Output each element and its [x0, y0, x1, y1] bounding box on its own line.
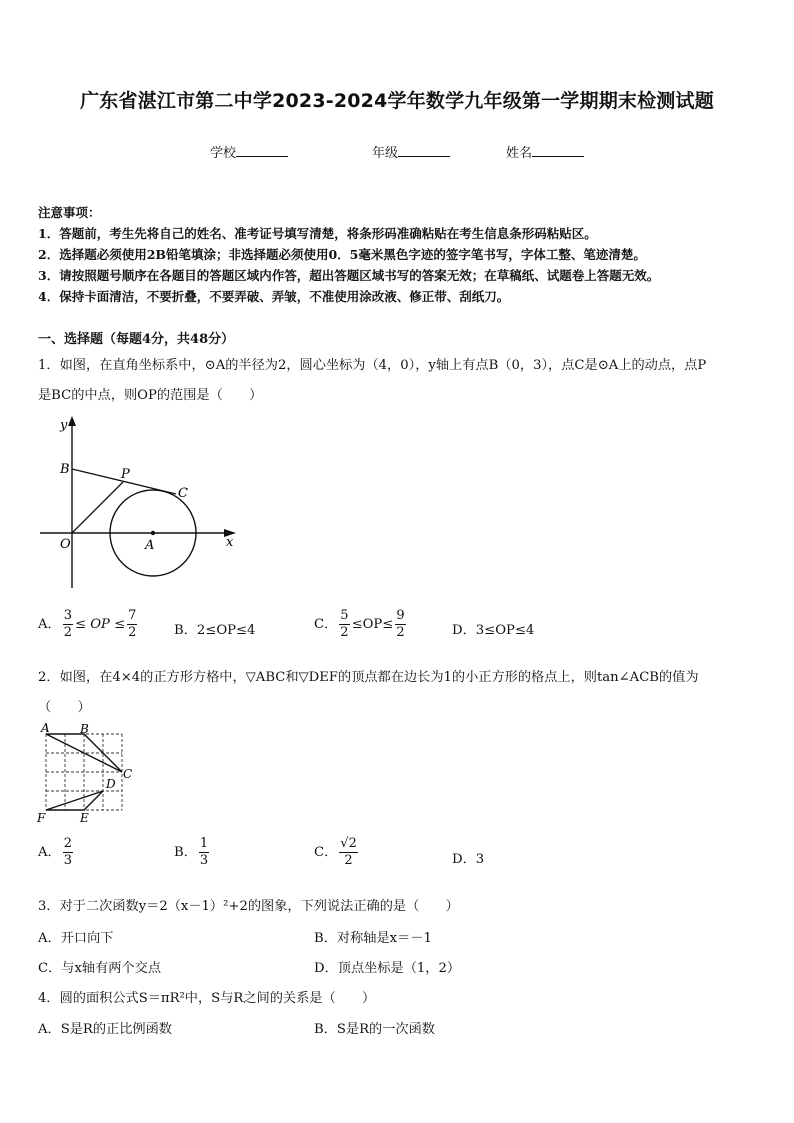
triangle-def [46, 791, 103, 810]
q1-option-b: B．2≤OP≤4 [174, 623, 256, 638]
name-blank [532, 144, 584, 157]
q2-stem-line2: （ ） [38, 700, 91, 715]
label-c: C [178, 486, 188, 501]
q1-option-c [314, 608, 408, 641]
numerator: 5 [340, 608, 349, 623]
grade-field [372, 142, 450, 161]
q3-option-b: B．对称轴是x＝－1 [314, 931, 432, 946]
q1-option-a-prefix: A． [38, 617, 61, 632]
q2-option-a-prefix: A． [38, 845, 61, 860]
q4-stem: 4．圆的面积公式S＝πR²中，S与R之间的关系是（ ） [38, 991, 376, 1006]
fraction [395, 608, 405, 641]
note-item-4: 4．保持卡面清洁，不要折叠，不要弄破、弄皱，不准使用涂改液、修正带、刮纸刀。 [38, 289, 510, 304]
denominator: 2 [63, 625, 72, 640]
dashed-grid [46, 734, 122, 810]
q2-option-b-prefix: B． [174, 845, 197, 860]
denominator: 2 [128, 625, 137, 640]
notes-heading: 注意事项： [38, 205, 101, 220]
note-item-2: 2．选择题必须使用2B铅笔填涂；非选择题必须使用0．5毫米黑色字迹的签字笔书写，字体工整、笔迹清楚。 [38, 247, 646, 262]
center-a-dot [151, 531, 155, 535]
q1-option-a-relation: ≤ OP ≤ [75, 617, 126, 632]
label-b: B [80, 722, 89, 736]
label-c: C [123, 767, 133, 781]
label-f: F [37, 811, 46, 825]
q1-option-a [38, 608, 139, 641]
q2-figure [34, 720, 144, 826]
q1-option-d: D．3≤OP≤4 [452, 623, 535, 638]
fraction [63, 836, 73, 869]
label-d: D [106, 777, 116, 791]
segment-op [72, 482, 123, 533]
q3-stem: 3．对于二次函数y＝2（x－1）²+2的图象，下列说法正确的是（ ） [38, 899, 459, 914]
y-axis-arrow [68, 416, 76, 426]
section-title: 一、选择题（每题4分，共48分） [38, 332, 235, 347]
grade-label: 年级 [372, 146, 399, 161]
label-o: O [60, 537, 71, 552]
page-title: 广东省湛江市第二中学2023-2024学年数学九年级第一学期期末检测试题 [80, 90, 714, 112]
numerator: 1 [199, 836, 209, 851]
q1-stem-line1: 1．如图，在直角坐标系中，⊙A的半径为2，圆心坐标为（4，0），y轴上有点B（0，3），点C是⊙A上的动点，点P [38, 358, 707, 373]
q1-figure [36, 412, 246, 592]
label-y: y [60, 418, 68, 433]
note-item-1: 1．答题前，考生先将自己的姓名、准考证号填写清楚，将条形码准确粘贴在考生信息条形码粘贴区。 [38, 226, 597, 241]
numerator: 3 [63, 608, 72, 623]
q2-option-c [314, 836, 360, 869]
label-x: x [226, 535, 234, 550]
numerator: √2 [340, 836, 357, 851]
school-field [210, 142, 288, 161]
q1-stem-line2: 是BC的中点，则OP的范围是（ ） [38, 388, 263, 403]
numerator: 9 [396, 608, 405, 623]
numerator: 7 [128, 608, 137, 623]
fraction [339, 608, 349, 641]
name-field [506, 142, 584, 161]
fraction [199, 836, 209, 869]
q2-option-d: D．3 [452, 852, 485, 867]
q4-option-b: B．S是R的一次函数 [314, 1022, 435, 1037]
q1-option-c-relation: ≤OP≤ [351, 617, 394, 632]
note-item-3: 3．请按照题号顺序在各题目的答题区域内作答，超出答题区域书写的答案无效；在草稿纸、试题卷上答题无效。 [38, 268, 660, 283]
denominator: 3 [63, 853, 72, 868]
denominator: 2 [340, 625, 349, 640]
q2-option-b [174, 836, 211, 869]
numerator: 2 [63, 836, 72, 851]
q2-option-c-prefix: C． [314, 845, 338, 860]
q2-option-a [38, 836, 75, 869]
label-p: P [121, 467, 130, 482]
denominator: 2 [396, 625, 405, 640]
denominator: 3 [199, 853, 209, 868]
q3-option-a: A．开口向下 [38, 931, 114, 946]
grade-blank [398, 144, 450, 157]
label-a: A [145, 538, 155, 553]
q3-option-c: C．与x轴有两个交点 [38, 961, 162, 976]
q3-option-d: D．顶点坐标是（1，2） [314, 961, 461, 976]
denominator: 2 [344, 853, 353, 868]
school-label: 学校 [210, 146, 237, 161]
fraction [127, 608, 137, 641]
school-blank [236, 144, 288, 157]
label-e: E [80, 811, 89, 825]
name-label: 姓名 [506, 146, 533, 161]
fraction [339, 836, 358, 869]
fraction [63, 608, 73, 641]
q1-option-c-prefix: C． [314, 617, 338, 632]
q4-option-a: A．S是R的正比例函数 [38, 1022, 172, 1037]
q2-stem-line1: 2．如图，在4×4的正方形方格中，▽ABC和▽DEF的顶点都在边长为1的小正方形的格点上，则tan∠ACB的值为 [38, 670, 699, 685]
label-b: B [60, 462, 70, 477]
label-a: A [41, 721, 50, 735]
